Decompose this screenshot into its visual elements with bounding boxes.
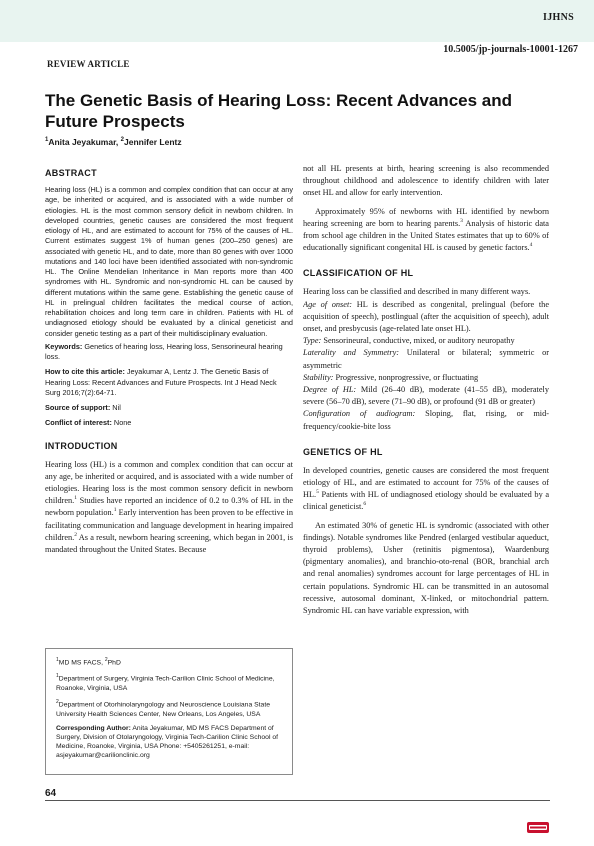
author-list [45,137,182,147]
ref-5[interactable]: 5 [316,489,319,496]
abstract-text: Hearing loss (HL) is a common and complex condition that can occur at any age, be inherited or acquired, and is associated with a wide number of etiologies. HL is the most common sensory deficit in newborn children. In developed countries, genetic causes are considered the most frequent etiology of HL, and are estimated to account for 75% of the causes of HL. Current estimates suggest 1% of human genes (200–250 genes) are associated with genetic HL, and to date, more than 80 genes with over 1000 mutations and 140 loci have been identified associated with non-syndromic HL. The Online Mendelian Inheritance in Man reports more than 400 syndromes with HL. Syndromic and non-syndromic HL can be caused by different mutations within the same gene. Establishing the genetic cause of HL in prelingual children facilitates the medical course of action, rehabilitation choices and long term care in children. Patients with HL of undiagnosed etiology should be evaluated by a clinical geneticist and consider genetic testing as a part of their multidisciplinary evaluation. [45,185,293,338]
intro2-text-a: Approximately 95% of newborns with HL identified by newborn hearing screening are born to hearing parents. [303,206,549,228]
ref-4[interactable]: 4 [529,242,533,249]
left-column [45,168,293,556]
classification-item-label: Stability: [303,372,334,382]
intro-text-d: As a result, newborn hearing screening, which began in 2001, is mandated throughout the United States. Because [45,532,293,554]
journal-abbrev: IJHNS [543,12,574,23]
classification-item-label: Degree of HL: [303,385,357,395]
classification-item-label: Age of onset: [303,299,353,309]
article-type: REVIEW ARTICLE [47,59,130,69]
degrees [56,656,282,667]
ref-2[interactable]: 2 [74,531,78,538]
citation-text: Jeyakumar A, Lentz J. The Genetic Basis of Hearing Loss: Recent Advances and Future Prospects. Int J Head Neck Surg 2016;7(2):64-71. [45,367,277,397]
degree-sup-1: 1 [56,657,59,663]
introduction-paragraph [45,459,293,557]
ref-1b[interactable]: 1 [113,507,117,514]
classification-item-label: Type: [303,336,322,346]
doi[interactable]: 10.5005/jp-journals-10001-1267 [443,44,578,55]
conflict-label: Conflict of interest: [45,418,112,428]
affiliation-2 [56,698,282,719]
corresponding-author [56,724,282,761]
keywords [45,342,293,363]
classification-item-label: Laterality and Symmetry: [303,348,400,358]
intro-text-a: Hearing loss (HL) is a common and complex condition that can occur at any age, be inherited or acquired, and is associated with a wide number of etiologies. Hearing loss is the most common sensory deficit in newborn children. [45,459,293,506]
keywords-text: Genetics of hearing loss, Hearing loss, Sensorineural hearing loss. [45,341,283,361]
classification-item-label: Configuration of audiogram: [303,409,416,419]
classification-item [303,384,549,408]
citation [45,367,293,398]
conflict-text: None [111,418,132,428]
corresponding-text: Anita Jeyakumar, MD MS FACS Department of Surgery, Division of Otolaryngology, Virginia Tech-Carilion Clinic School of Medicine, Roanoke, Virginia, USA Phone: +5405261251, e-mail: asjeyakumar@carilionclinic.org [56,724,279,760]
conflict [45,418,293,428]
genetics-text-b: Patients with HL of undiagnosed etiology should be evaluated by a clinical geneticist. [303,490,549,512]
corresponding-label: Corresponding Author: [56,724,131,732]
header-band [0,0,594,42]
classification-item [303,372,549,384]
support-text: Nil [110,403,121,412]
classification-item-text: Progressive, nonprogressive, or fluctuating [333,372,479,382]
ref-3[interactable]: 3 [460,218,463,225]
classification-heading: CLASSIFICATION OF HL [303,268,414,279]
classification-item [303,408,549,432]
genetics-paragraph-2: An estimated 30% of genetic HL is syndromic (associated with other findings). Notable syndromes like Pendred (enlarged vestibular aqueduct, thyroid problems), Usher (retinitis pigmentosa), Waardenburg (pigmentary anomalies), and branchio-oto-renal (BOR, branchial arch and renal anomalies) syndromes account for large percentages of HL in certain populations. Syndromic HL can be transmitted in an autosomal recessive, autosomal dominant, X-linked, or mitochondrial pattern. Syndromic HL can have variable expression, with [303,520,549,616]
right-column [303,163,549,617]
degree-sup-2: 2 [104,657,108,663]
author-footnote-box [45,648,293,775]
classification-item-text: Sloping, flat, rising, or mid-frequency/cookie-bite loss [303,409,549,431]
author-affil-2: 2 [120,137,124,144]
genetics-text-a: In developed countries, genetic causes are considered the most frequent etiology of HL, and are estimated to account for 75% of the causes of HL. [303,465,549,500]
author-1: Anita Jeyakumar, [48,137,121,147]
affil-text-2: Department of Otorhinolaryngology and Neuroscience Louisiana State University Health Sciences Center, New Orleans, Los Angeles, USA [56,701,270,718]
classification-item [303,299,549,336]
degree-1: MD MS FACS, [58,659,105,667]
affil-sup-1: 1 [56,673,59,680]
classification-item-text: HL is described as congenital, prelingual (before the acquisition of speech), postlingual (after the acquisition of speech), adult onset, and presbycusis (age-related late onset HL). [303,299,549,334]
page-number: 64 [45,788,57,799]
ref-1[interactable]: 1 [74,495,78,502]
genetics-heading: GENETICS OF HL [303,446,383,457]
author-2: Jennifer Lentz [123,137,182,147]
genetics-paragraph-1 [303,465,549,514]
degree-2: PhD [107,659,121,667]
ref-6[interactable]: 6 [363,501,367,508]
intro-text-b: Studies have reported an incidence of 0.2 to 0.3% of HL in the newborn population. [45,496,293,518]
classification-item [303,347,549,371]
introduction-heading: INTRODUCTION [45,440,118,451]
intro-text-c: Early intervention has been proven to be effective in facilitating communication and language development in hearing impaired children. [45,508,293,542]
classification-list [303,299,549,433]
article-title: The Genetic Basis of Hearing Loss: Recent Advances and Future Prospects [45,91,513,131]
intro-paragraph-2 [303,206,549,255]
affiliation-1 [56,672,282,693]
classification-item-text: Mild (26–40 dB), moderate (41–55 dB), moderately severe (56–70 dB), severe (71–90 dB), or profound (91 dB or greater) [303,385,549,407]
affil-text-1: Department of Surgery, Virginia Tech-Carilion Clinic School of Medicine, Roanoke, Virginia, USA [56,675,275,692]
keywords-label: Keywords: [45,341,83,351]
author-affil-1: 1 [45,137,49,144]
citation-label: How to cite this article: [45,367,125,377]
intro-continued: not all HL presents at birth, hearing screening is also recommended throughout childhood and adolescence to identify children with later onset HL and allow for early intervention. [303,164,549,198]
affil-sup-2: 2 [56,699,59,706]
classification-item-text: Unilateral or bilateral; symmetric or asymmetric [303,348,549,370]
footer-rule [45,800,550,801]
abstract-heading: ABSTRACT [45,168,97,178]
support-label: Source of support: [45,403,111,412]
publisher-logo-icon [526,820,550,835]
support [45,403,293,413]
intro2-text-b: Analysis of historic data from school age children in the United States estimates that up to 60% of educationally significant congenital HL is caused by genetic factors. [303,218,549,253]
classification-item [303,335,549,347]
classification-item-text: Sensorineural, conductive, mixed, or auditory neuropathy [321,336,515,346]
classification-intro: Hearing loss can be classified and described in many different ways. [303,287,531,297]
